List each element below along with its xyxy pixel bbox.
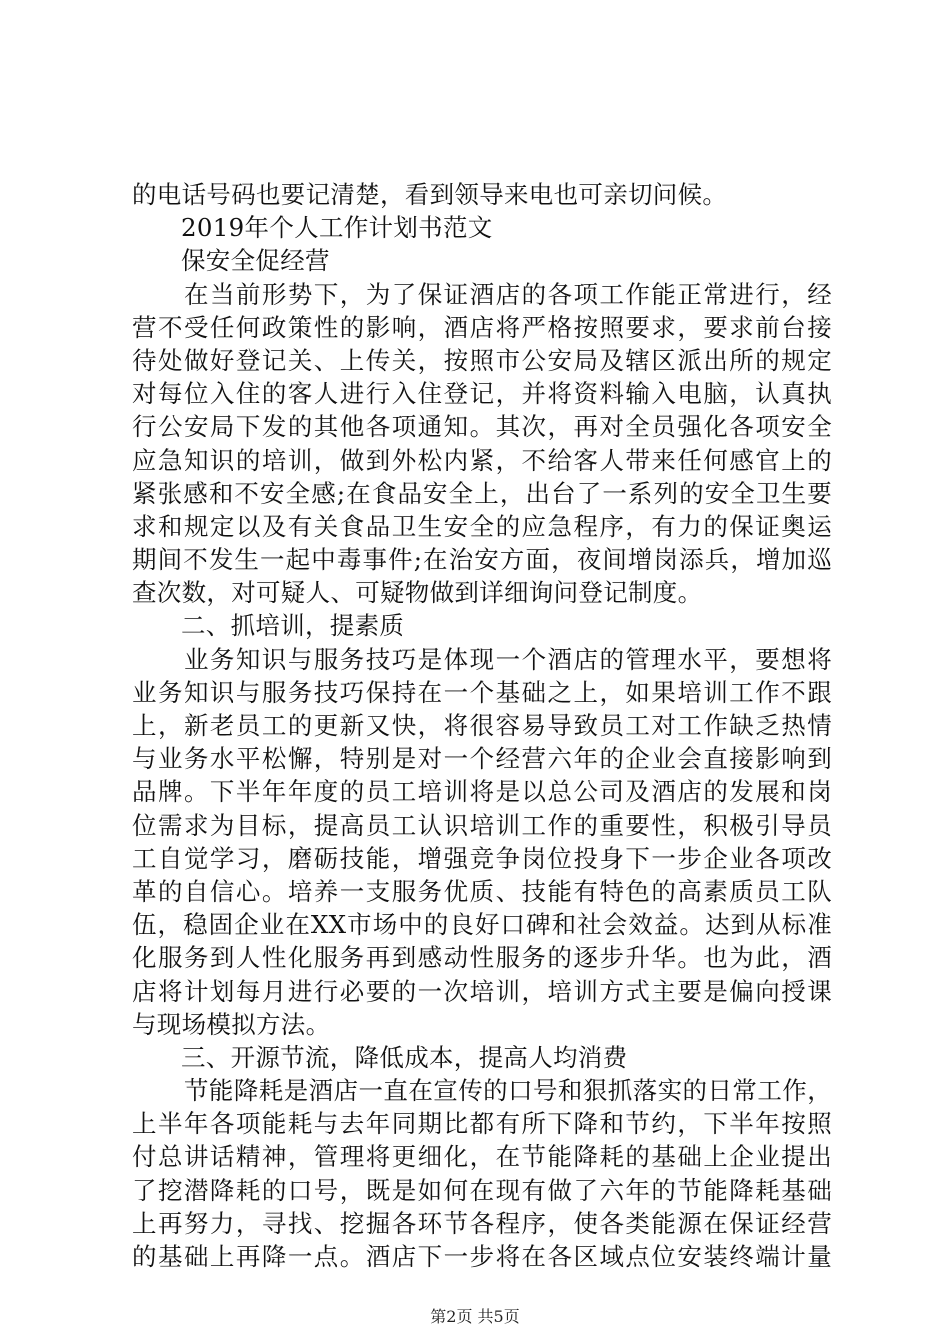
text-line: 待处做好登记关、上传关，按照市公安局及辖区派出所的规定 (132, 345, 832, 375)
document-body (132, 178, 832, 1273)
page-footer: 第2页 共5页 (430, 1307, 520, 1326)
text-line: 品牌。下半年年度的员工培训将是以总公司及酒店的发展和岗 (132, 777, 832, 807)
text-line: 上半年各项能耗与去年同期比都有所下降和节约，下半年按照 (132, 1109, 832, 1139)
text-line: 保安全促经营 (181, 246, 330, 276)
text-line: 付总讲话精神，管理将更细化，在节能降耗的基础上企业提出 (132, 1142, 832, 1172)
text-line: 应急知识的培训，做到外松内紧，不给客人带来任何感官上的 (132, 445, 832, 475)
text-line: 的基础上再降一点。酒店下一步将在各区域点位安装终端计量 (132, 1242, 832, 1271)
text-line: 业务知识与服务技巧保持在一个基础之上，如果培训工作不跟 (132, 677, 832, 707)
text-line: 上，新老员工的更新又快，将很容易导致员工对工作缺乏热情 (132, 711, 832, 740)
text-line: 求和规定以及有关食品卫生安全的应急程序，有力的保证奥运 (132, 511, 832, 541)
text-line: 伍，稳固企业在XX市场中的良好口碑和社会效益。达到从标准 (132, 910, 832, 940)
text-line: 与现场模拟方法。 (132, 1009, 331, 1039)
text-line: 位需求为目标，提高员工认识培训工作的重要性，积极引导员 (132, 810, 832, 840)
text-line: 工自觉学习，磨砺技能，增强竞争岗位投身下一步企业各项改 (132, 843, 832, 873)
text-line: 二、抓培训，提素质 (181, 611, 405, 641)
text-line: 在当前形势下，为了保证酒店的各项工作能正常进行，经 (184, 279, 832, 309)
text-line: 化服务到人性化服务再到感动性服务的逐步升华。也为此，酒 (132, 943, 832, 973)
text-line: 紧张感和不安全感;在食品安全上，出台了一系列的安全卫生要 (132, 478, 832, 508)
text-line: 查次数，对可疑人、可疑物做到详细询问登记制度。 (132, 578, 703, 608)
text-line: 革的自信心。培养一支服务优质、技能有特色的高素质员工队 (132, 876, 832, 906)
text-line: 三、开源节流，降低成本，提高人均消费 (181, 1042, 628, 1072)
text-line: 行公安局下发的其他各项通知。其次，再对全员强化各项安全 (132, 412, 832, 442)
text-line: 了挖潜降耗的口号，既是如何在现有做了六年的节能降耗基础 (132, 1175, 832, 1205)
text-line: 营不受任何政策性的影响，酒店将严格按照要求，要求前台接 (132, 312, 832, 342)
text-line: 对每位入住的客人进行入住登记，并将资料输入电脑，认真执 (132, 379, 832, 409)
text-line: 节能降耗是酒店一直在宣传的口号和狠抓落实的日常工作， (184, 1076, 832, 1106)
text-line: 期间不发生一起中毒事件;在治安方面，夜间增岗添兵，增加巡 (132, 545, 832, 575)
text-line: 上再努力，寻找、挖掘各环节各程序，使各类能源在保证经营 (132, 1208, 832, 1238)
text-line: 2019年个人工作计划书范文 (181, 213, 493, 243)
text-line: 业务知识与服务技巧是体现一个酒店的管理水平，要想将 (184, 644, 832, 674)
text-line: 店将计划每月进行必要的一次培训，培训方式主要是偏向授课 (132, 976, 832, 1006)
text-line: 与业务水平松懈，特别是对一个经营六年的企业会直接影响到 (132, 744, 832, 774)
text-line: 的电话号码也要记清楚，看到领导来电也可亲切问候。 (132, 180, 728, 209)
